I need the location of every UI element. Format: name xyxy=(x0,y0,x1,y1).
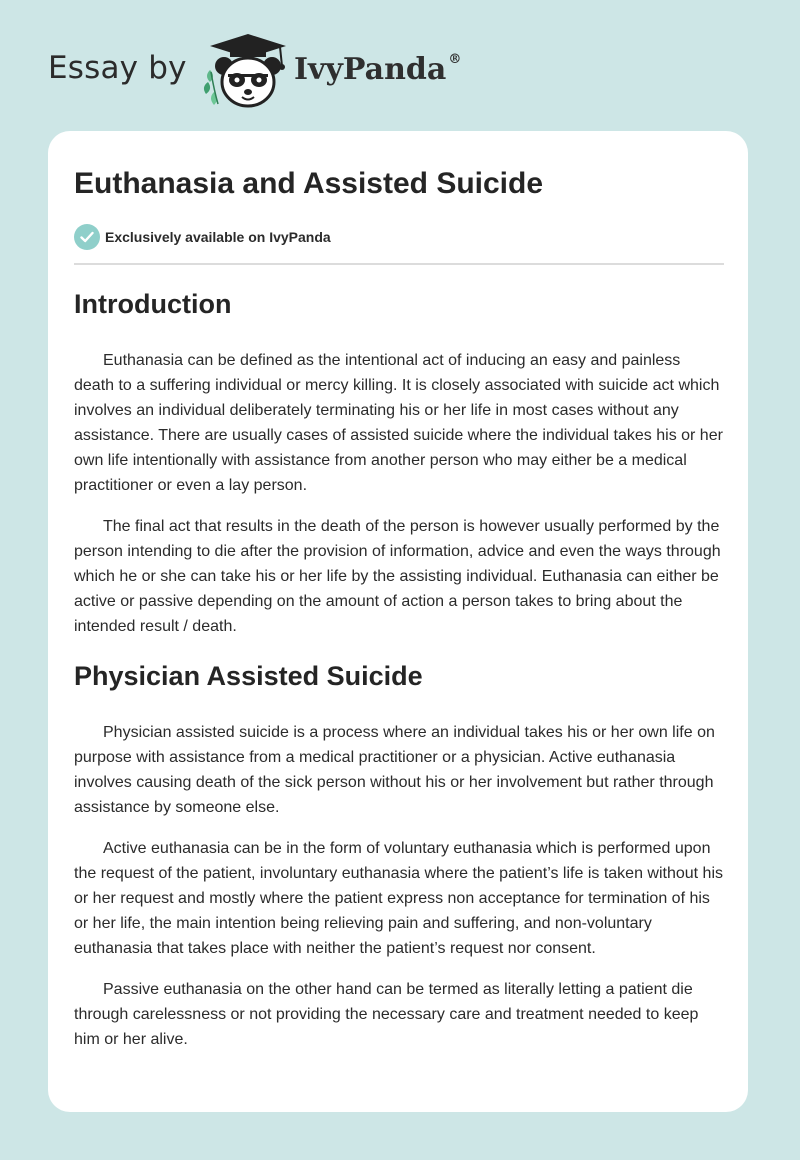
paragraph: Passive euthanasia on the other hand can be termed as literally letting a patient die through carelessness or not providing the necessary care and treatment needed to keep him or her alive. xyxy=(74,981,699,1048)
essay-card xyxy=(48,131,748,1112)
essay-by-label: Essay by xyxy=(48,50,187,86)
paragraph: Physician assisted suicide is a process where an individual takes his or her own life on purpose with assistance from a medical practitioner or a physician. Active euthanasia involves causing death of the sick person without his or her involvement but rather through assistance by someone else. xyxy=(74,724,715,816)
site-header xyxy=(48,32,548,112)
check-icon xyxy=(74,224,100,250)
section-heading-introduction: Introduction xyxy=(74,289,232,319)
paragraph: Active euthanasia can be in the form of voluntary euthanasia which is performed upon the request of the patient, involuntary euthanasia where the patient’s life is taken without his or her request and mostly where the patient express non acceptance for termination of his or her life, the main intention being relieving pain and suffering, and non-voluntary euthanasia that takes place with neither the patient’s request nor consent. xyxy=(74,840,723,957)
registered-mark: ® xyxy=(448,52,462,67)
brand-label: IvyPanda xyxy=(294,52,447,87)
paragraph: Euthanasia can be defined as the intentional act of inducing an easy and painless death to a suffering individual or mercy killing. It is closely associated with suicide act which involves an individual deliberately terminating his or her life in most cases without any assistance. There are usually cases of assisted suicide where the individual takes his or her own life intentionally with assistance from another person who may either be a medical practitioner or even a lay person. xyxy=(74,352,723,494)
section-heading-physician-assisted-suicide: Physician Assisted Suicide xyxy=(74,661,423,691)
panda-graduation-cap-icon xyxy=(200,32,296,112)
ivy-leaf-icon xyxy=(204,70,218,105)
essay-content xyxy=(74,165,724,1052)
page-title: Euthanasia and Assisted Suicide xyxy=(74,167,544,200)
divider xyxy=(74,263,724,265)
paragraph: The final act that results in the death of the person is however usually performed by the person intending to die after the provision of information, advice and even the ways through which he or she can take his or her life by the assisting individual. Euthanasia can either be active or passive depending on the amount of action a person takes to bring about the intended result / death. xyxy=(74,518,721,635)
exclusive-badge xyxy=(74,223,724,251)
brand-name[interactable] xyxy=(294,52,461,87)
exclusive-label: Exclusively available on IvyPanda xyxy=(105,229,331,245)
